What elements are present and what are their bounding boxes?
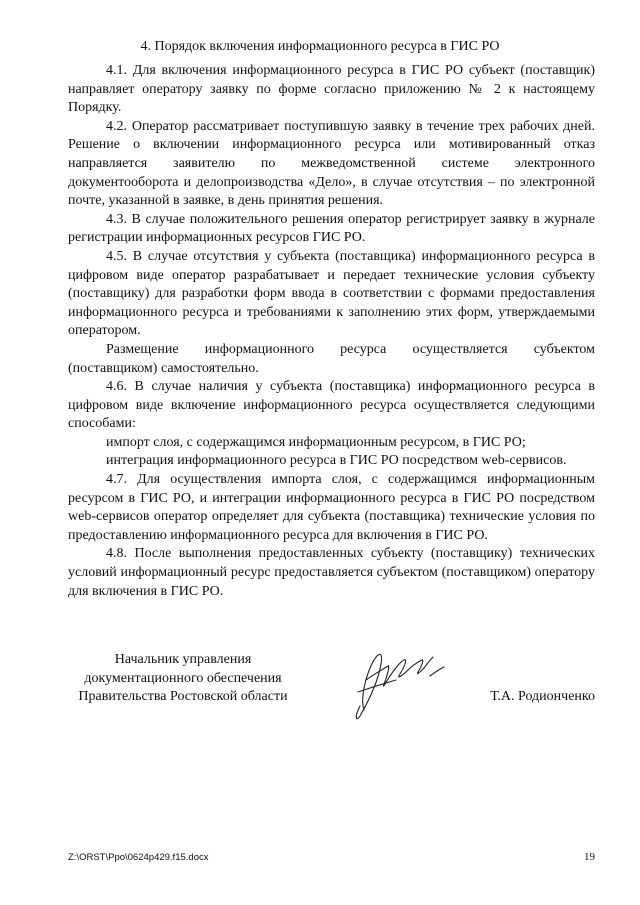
signatory-position <box>68 651 298 707</box>
section-body <box>68 62 595 601</box>
paragraph-4-2: 4.2. Оператор рассматривает поступившую заявку в течение трех рабочих дней. Решение о включении информационного ресурса или мотивированный отказ направляется заявителю по межведомственной системе электронного документооборота и делопроизводства «Дело», в случае отсутствия – по электронной почте, указанной в заявке, в день принятия решения. <box>68 118 595 209</box>
page-number: 19 <box>584 851 595 863</box>
paragraph-placement: Размещение информационного ресурса осуществляется субъектом (поставщиком) самостоятельно. <box>68 341 595 376</box>
paragraph-method-import: импорт слоя, с содержащимся информационным ресурсом, в ГИС РО; <box>106 434 526 450</box>
position-line: Начальник управления <box>114 652 252 667</box>
paragraph-4-5: 4.5. В случае отсутствия у субъекта (поставщика) информационного ресурса в цифровом виде оператор разрабатывает и передает технические условия субъекту (поставщику) для разработки форм ввода в соответствии с формами предоставления информационного ресурса и требованиями к заполнению этих форм, утверждаемыми оператором. <box>68 248 595 339</box>
paragraph-4-1: 4.1. Для включения информационного ресурса в ГИС РО субъект (поставщик) направляет оператору заявку по форме согласно приложению № 2 к настоящему Порядку. <box>68 63 595 116</box>
paragraph-4-6: 4.6. В случае наличия у субъекта (поставщика) информационного ресурса в цифровом виде включение информационного ресурса осуществляется следующими способами: <box>68 379 595 432</box>
position-line: Правительства Ростовской области <box>78 689 288 704</box>
signer-name: Т.А. Родионченко <box>490 689 595 704</box>
paragraph-4-8: 4.8. После выполнения предоставленных субъекту (поставщику) технических условий информационный ресурс предоставляется субъектом (поставщиком) оператору для включения в ГИС РО. <box>68 546 595 599</box>
handwritten-signature <box>330 640 450 730</box>
paragraph-4-7: 4.7. Для осуществления импорта слоя, с содержащимся информационным ресурсом в ГИС РО, и интеграции информационного ресурса в ГИС РО посредством web-сервисов оператор определяет для субъекта (поставщика) технические условия по предоставлению информационного ресурса для включения в ГИС РО. <box>68 472 595 543</box>
section-title: 4. Порядок включения информационного ресурса в ГИС РО <box>140 39 500 54</box>
position-line: документационного обеспечения <box>84 670 282 686</box>
paragraph-4-3: 4.3. В случае положительного решения оператор регистрирует заявку в журнале регистрации информационных ресурсов ГИС РО. <box>68 211 595 246</box>
paragraph-method-integration: интеграция информационного ресурса в ГИС РО посредством web-сервисов. <box>106 453 567 469</box>
file-path: Z:\ORST\Ppo\0624p429.f15.docx <box>68 852 209 863</box>
